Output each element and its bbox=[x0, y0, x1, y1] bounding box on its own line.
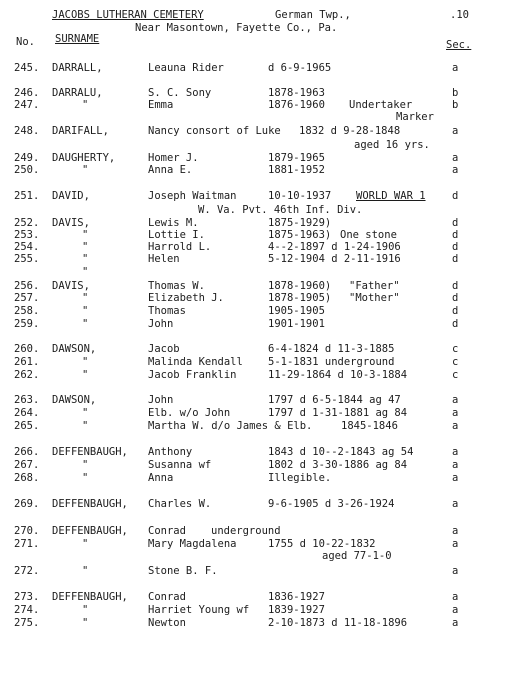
entry-number: 251. bbox=[14, 190, 40, 202]
entry-number: 267. bbox=[14, 459, 40, 471]
column-header-surname: SURNAME bbox=[55, 33, 100, 45]
entry-surname: " bbox=[82, 538, 89, 550]
entry-dates: 1839-1927 bbox=[268, 604, 325, 616]
entry-dates: 1878-1963 bbox=[268, 87, 325, 99]
entry-dates: 1881-1952 bbox=[268, 164, 325, 176]
entry-number: 260. bbox=[14, 343, 40, 355]
entry-section: a bbox=[452, 525, 459, 537]
entry-number: 256. bbox=[14, 280, 40, 292]
entry-dates: 1797 d 6-5-1844 ag 47 bbox=[268, 394, 401, 406]
township: German Twp., bbox=[275, 9, 351, 21]
entry-surname: DAWSON, bbox=[52, 343, 97, 355]
entry-number: 250. bbox=[14, 164, 40, 176]
entry-number: 258. bbox=[14, 305, 40, 317]
entry-given-name: Susanna wf bbox=[148, 459, 212, 471]
entry-section: a bbox=[452, 617, 459, 629]
entry-number: 275. bbox=[14, 617, 40, 629]
entry-given-name: W. Va. Pvt. 46th Inf. Div. bbox=[198, 204, 363, 216]
entry-dates: 9-6-1905 d 3-26-1924 bbox=[268, 498, 395, 510]
entry-number: 270. bbox=[14, 525, 40, 537]
entry-section: a bbox=[452, 394, 459, 406]
entry-number: 271. bbox=[14, 538, 40, 550]
entry-given-name: Thomas bbox=[148, 305, 186, 317]
entry-surname: " bbox=[82, 164, 89, 176]
entry-surname: " bbox=[82, 604, 89, 616]
entry-section: d bbox=[452, 280, 459, 292]
entry-section: a bbox=[452, 164, 459, 176]
entry-dates: 5-12-1904 d 2-11-1916 bbox=[268, 253, 401, 265]
entry-note: WORLD WAR 1 bbox=[356, 190, 426, 202]
entry-dates: 1797 d 1-31-1881 ag 84 bbox=[268, 407, 408, 419]
entry-section: a bbox=[452, 407, 459, 419]
entry-dates: 1832 d 9-28-1848 bbox=[299, 125, 401, 137]
entry-number: 252. bbox=[14, 217, 40, 229]
entry-given-name: Thomas W. bbox=[148, 280, 205, 292]
entry-dates: 2-10-1873 d 11-18-1896 bbox=[268, 617, 408, 629]
entry-given-name: Lewis M. bbox=[148, 217, 199, 229]
entry-given-name: Lottie I. bbox=[148, 229, 205, 241]
entry-section: c bbox=[452, 369, 459, 381]
entry-section: a bbox=[452, 498, 459, 510]
entry-surname: DEFFENBAUGH, bbox=[52, 525, 128, 537]
entry-surname: " bbox=[82, 407, 89, 419]
entry-section: d bbox=[452, 305, 459, 317]
entry-number: 269. bbox=[14, 498, 40, 510]
entry-surname: " bbox=[82, 266, 89, 278]
entry-dates: 1875-1963) bbox=[268, 229, 332, 241]
entry-given-name: Harrold L. bbox=[148, 241, 212, 253]
entry-dates: d 6-9-1965 bbox=[268, 62, 332, 74]
entry-dates: 1755 d 10-22-1832 bbox=[268, 538, 376, 550]
entry-number: 261. bbox=[14, 356, 40, 368]
entry-section: c bbox=[452, 343, 459, 355]
entry-given-name: Helen bbox=[148, 253, 180, 265]
entry-section: a bbox=[452, 472, 459, 484]
entry-section: a bbox=[452, 459, 459, 471]
entry-dates: 1876-1960 bbox=[268, 99, 325, 111]
entry-section: d bbox=[452, 241, 459, 253]
entry-dates: 6-4-1824 d 11-3-1885 bbox=[268, 343, 395, 355]
entry-number: 254. bbox=[14, 241, 40, 253]
entry-dates: 1836-1927 bbox=[268, 591, 325, 603]
entry-dates: 5-1-1831 underground bbox=[268, 356, 395, 368]
entry-section: d bbox=[452, 253, 459, 265]
entry-section: a bbox=[452, 62, 459, 74]
entry-given-name: Joseph Waitman bbox=[148, 190, 237, 202]
entry-dates: 1878-1905) bbox=[268, 292, 332, 304]
entry-number: 266. bbox=[14, 446, 40, 458]
entry-given-name: Martha W. d/o James & Elb. bbox=[148, 420, 313, 432]
cemetery-title: JACOBS LUTHERAN CEMETERY bbox=[52, 9, 204, 21]
entry-section: c bbox=[452, 356, 459, 368]
entry-note: "Mother" bbox=[349, 292, 400, 304]
entry-section: d bbox=[452, 318, 459, 330]
entry-note: Marker bbox=[396, 111, 434, 123]
entry-number: 273. bbox=[14, 591, 40, 603]
entry-number: 245. bbox=[14, 62, 40, 74]
entry-dates: 11-29-1864 d 10-3-1884 bbox=[268, 369, 408, 381]
entry-given-name: Harriet Young wf bbox=[148, 604, 250, 616]
entry-section: d bbox=[452, 292, 459, 304]
entry-number: 255. bbox=[14, 253, 40, 265]
entry-surname: DARIFALL, bbox=[52, 125, 109, 137]
entry-dates: 1875-1929) bbox=[268, 217, 332, 229]
entry-surname: " bbox=[82, 99, 89, 111]
entry-surname: " bbox=[82, 420, 89, 432]
entry-given-name: Newton bbox=[148, 617, 186, 629]
entry-surname: " bbox=[82, 292, 89, 304]
entry-given-name: Charles W. bbox=[148, 498, 212, 510]
entry-given-name: Mary Magdalena bbox=[148, 538, 237, 550]
entry-surname: DEFFENBAUGH, bbox=[52, 591, 128, 603]
entry-surname: " bbox=[82, 305, 89, 317]
entry-number: 249. bbox=[14, 152, 40, 164]
entry-dates: 1843 d 10--2-1843 ag 54 bbox=[268, 446, 414, 458]
entry-number: 248. bbox=[14, 125, 40, 137]
entry-given-name: Anna bbox=[148, 472, 174, 484]
entry-section: a bbox=[452, 565, 459, 577]
entry-dates: Illegible. bbox=[268, 472, 332, 484]
entry-surname: " bbox=[82, 318, 89, 330]
entry-section: a bbox=[452, 591, 459, 603]
entry-given-name: Anthony bbox=[148, 446, 193, 458]
entry-note: Undertaker bbox=[349, 99, 413, 111]
entry-number: 274. bbox=[14, 604, 40, 616]
entry-surname: DAWSON, bbox=[52, 394, 97, 406]
entry-surname: DEFFENBAUGH, bbox=[52, 498, 128, 510]
entry-note: "Father" bbox=[349, 280, 400, 292]
entry-section: a bbox=[452, 152, 459, 164]
entry-section: d bbox=[452, 229, 459, 241]
entry-given-name: Homer J. bbox=[148, 152, 199, 164]
entry-given-name: Leauna Rider bbox=[148, 62, 224, 74]
entry-number: 272. bbox=[14, 565, 40, 577]
entry-note: aged 16 yrs. bbox=[354, 139, 430, 151]
entry-given-name: Conrad bbox=[148, 591, 186, 603]
entry-number: 253. bbox=[14, 229, 40, 241]
entry-given-name: John bbox=[148, 318, 174, 330]
entry-surname: DAVID, bbox=[52, 190, 90, 202]
entry-given-name: Conrad bbox=[148, 525, 186, 537]
entry-section: b bbox=[452, 87, 459, 99]
entry-given-name: Malinda Kendall bbox=[148, 356, 243, 368]
entry-dates: 1901-1901 bbox=[268, 318, 325, 330]
entry-surname: " bbox=[82, 459, 89, 471]
entry-dates: 10-10-1937 bbox=[268, 190, 332, 202]
entry-section: a bbox=[452, 446, 459, 458]
entry-number: 257. bbox=[14, 292, 40, 304]
entry-surname: DEFFENBAUGH, bbox=[52, 446, 128, 458]
entry-section: b bbox=[452, 99, 459, 111]
entry-surname: " bbox=[82, 356, 89, 368]
entry-surname: " bbox=[82, 565, 89, 577]
entry-surname: DARRALU, bbox=[52, 87, 103, 99]
entry-surname: DAVIS, bbox=[52, 217, 90, 229]
entry-section: a bbox=[452, 604, 459, 616]
entry-surname: " bbox=[82, 241, 89, 253]
entry-dates: 1905-1905 bbox=[268, 305, 325, 317]
entry-given-name: Stone B. F. bbox=[148, 565, 218, 577]
entry-number: 259. bbox=[14, 318, 40, 330]
entry-number: 268. bbox=[14, 472, 40, 484]
entry-note: One stone bbox=[340, 229, 397, 241]
entry-surname: " bbox=[82, 369, 89, 381]
entry-section: d bbox=[452, 190, 459, 202]
page-number: .10 bbox=[450, 9, 469, 21]
entry-section: d bbox=[452, 217, 459, 229]
entry-dates: 4--2-1897 d 1-24-1906 bbox=[268, 241, 401, 253]
entry-dates: underground bbox=[211, 525, 281, 537]
column-header-no: No. bbox=[16, 36, 35, 48]
entry-number: 246. bbox=[14, 87, 40, 99]
column-header-sec: Sec. bbox=[446, 39, 472, 51]
entry-dates: 1878-1960) bbox=[268, 280, 332, 292]
entry-surname: DAUGHERTY, bbox=[52, 152, 116, 164]
entry-given-name: John bbox=[148, 394, 174, 406]
entry-number: 263. bbox=[14, 394, 40, 406]
entry-given-name: Nancy consort of Luke bbox=[148, 125, 281, 137]
entry-surname: DAVIS, bbox=[52, 280, 90, 292]
entry-section: a bbox=[452, 420, 459, 432]
entry-section: a bbox=[452, 538, 459, 550]
entry-section: a bbox=[452, 125, 459, 137]
entry-number: 262. bbox=[14, 369, 40, 381]
entry-given-name: Elb. w/o John bbox=[148, 407, 231, 419]
entry-dates: 1879-1965 bbox=[268, 152, 325, 164]
entry-given-name: Anna E. bbox=[148, 164, 193, 176]
entry-note: aged 77-1-0 bbox=[322, 550, 392, 562]
entry-given-name: Jacob Franklin bbox=[148, 369, 237, 381]
entry-number: 265. bbox=[14, 420, 40, 432]
entry-given-name: S. C. Sony bbox=[148, 87, 212, 99]
entry-dates: 1845-1846 bbox=[341, 420, 398, 432]
entry-surname: DARRALL, bbox=[52, 62, 103, 74]
entry-surname: " bbox=[82, 253, 89, 265]
location: Near Masontown, Fayette Co., Pa. bbox=[135, 22, 338, 34]
entry-given-name: Emma bbox=[148, 99, 174, 111]
entry-surname: " bbox=[82, 229, 89, 241]
entry-given-name: Jacob bbox=[148, 343, 180, 355]
entry-number: 247. bbox=[14, 99, 40, 111]
entry-given-name: Elizabeth J. bbox=[148, 292, 224, 304]
entry-surname: " bbox=[82, 617, 89, 629]
entry-dates: 1802 d 3-30-1886 ag 84 bbox=[268, 459, 408, 471]
entry-surname: " bbox=[82, 472, 89, 484]
entry-number: 264. bbox=[14, 407, 40, 419]
